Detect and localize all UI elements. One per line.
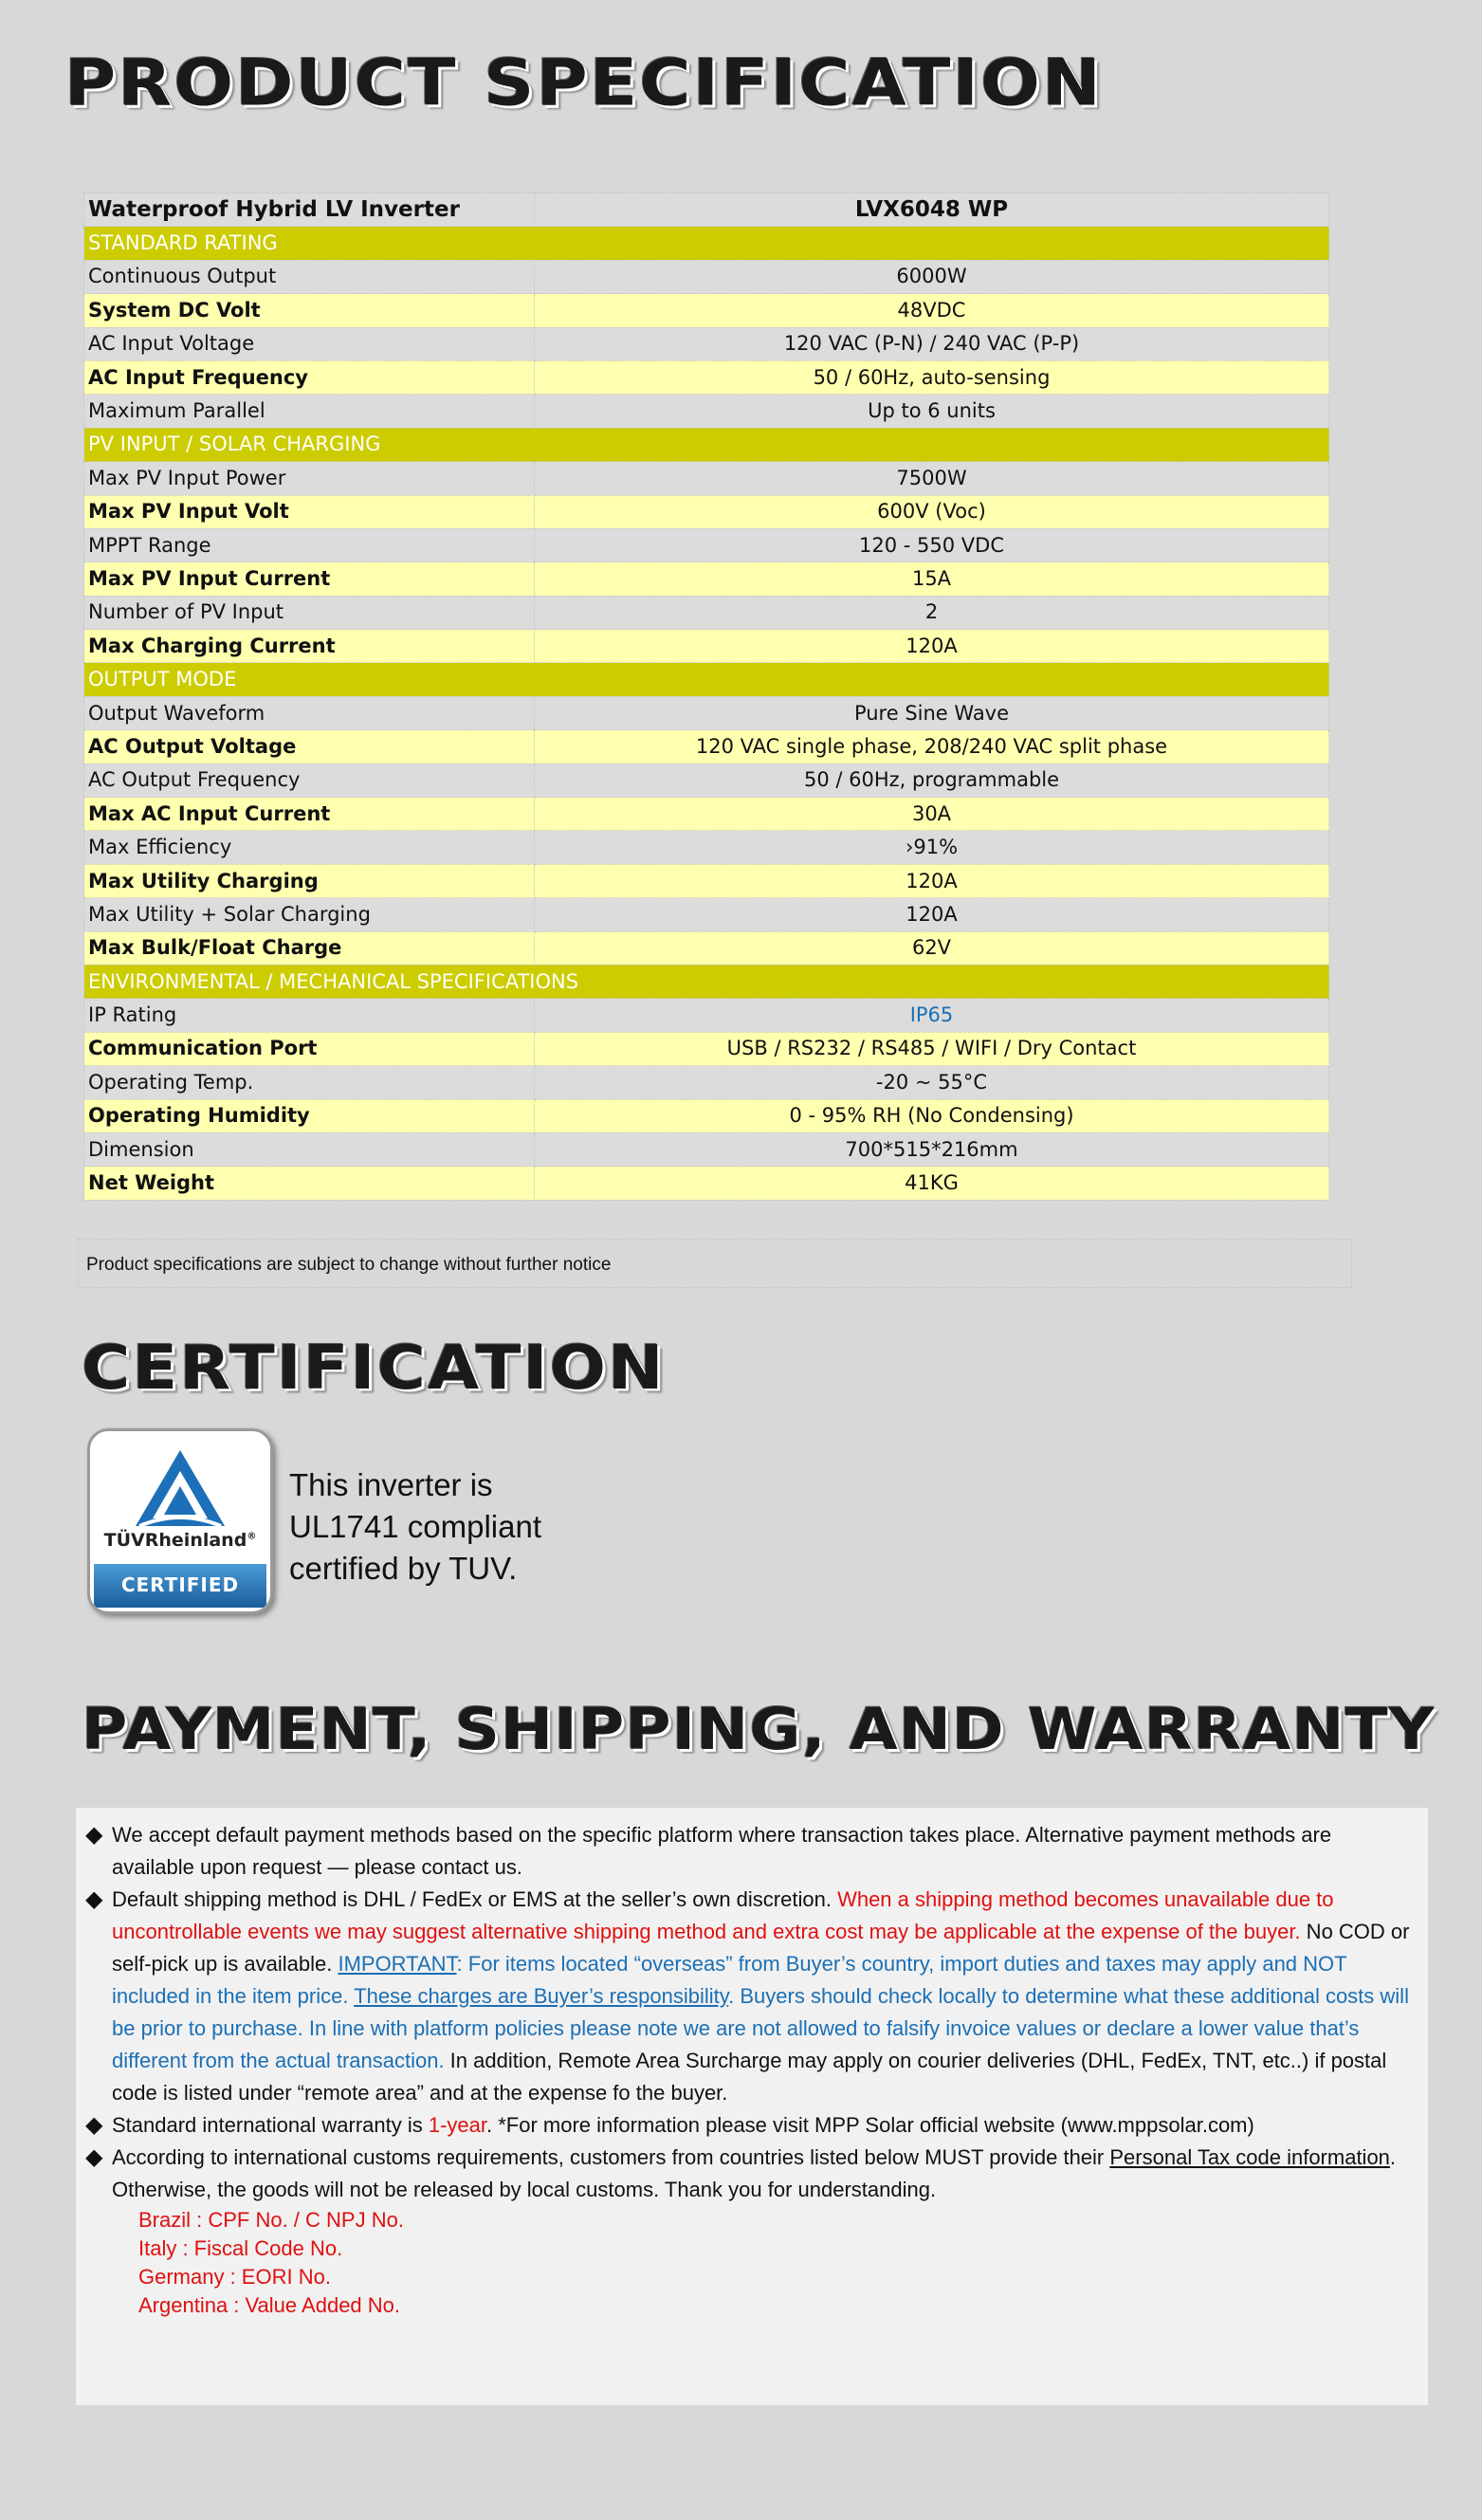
spec-value: 120A: [535, 630, 1329, 663]
section-title: STANDARD RATING: [84, 227, 1329, 260]
diamond-bullet-icon: ◆: [85, 2144, 103, 2170]
spec-table: [83, 193, 1329, 1201]
payment-methods-item: ◆ We accept default payment methods based on the specific platform where transaction takes place. Alternative payment methods are available upon request — please contact us.: [83, 1819, 1418, 1884]
spec-value: 120 VAC (P-N) / 240 VAC (P-P): [535, 327, 1329, 360]
spec-label: Max AC Input Current: [84, 798, 535, 831]
spec-label: AC Output Voltage: [84, 730, 535, 763]
spec-row: [84, 798, 1329, 831]
buyer-responsibility-text: These charges are Buyer’s responsibility: [354, 1984, 729, 2008]
spec-value: -20 ~ 55°C: [535, 1066, 1329, 1099]
spec-value: Pure Sine Wave: [535, 696, 1329, 729]
badge-certified-label: CERTIFIED: [120, 1573, 240, 1596]
shipping-method-item: ◆ Default shipping method is DHL / FedEx or EMS at the seller’s own discretion. When a shipping method becomes unavailable due to uncontrollable events we may suggest alternative shipping method and extra cost may be applicable at the expense of the buyer. No COD or self-pick up is available. IMPORTANT: For items located “overseas” from Buyer’s country, import duties and taxes may apply and NOT included in the item price. These charges are Buyer’s responsibility. Buyers should check locally to determine what these additional costs will be prior to purchase. In line with platform policies please note we are not allowed to falsify invoice values or declare a lower value that’s different from the actual transaction. In addition, Remote Area Surcharge may apply on courier deliveries (DHL, FedEx, TNT, etc..) if postal code is listed under “remote area” and at the expense fo the buyer.: [83, 1884, 1418, 2109]
diamond-bullet-icon: ◆: [85, 1822, 103, 1848]
spec-label: Max Bulk/Float Charge: [84, 931, 535, 965]
spec-label: MPPT Range: [84, 528, 535, 561]
spec-label: Dimension: [84, 1132, 535, 1166]
model-name: LVX6048 WP: [535, 193, 1329, 227]
spec-row: [84, 831, 1329, 864]
spec-label: Max PV Input Volt: [84, 495, 535, 528]
spec-row: [84, 294, 1329, 327]
spec-value: 600V (Voc): [535, 495, 1329, 528]
spec-row: [84, 999, 1329, 1032]
country-germany: Germany : EORI No.: [138, 2265, 331, 2289]
spec-value: 41KG: [535, 1167, 1329, 1200]
spec-label: AC Input Voltage: [84, 327, 535, 360]
cert-line-1: This inverter is: [289, 1467, 493, 1502]
spec-row: [84, 360, 1329, 394]
spec-row: [84, 327, 1329, 360]
spec-label: Continuous Output: [84, 260, 535, 293]
spec-section-header: [84, 663, 1329, 696]
payment-terms-box: [76, 1808, 1428, 2405]
spec-value: ›91%: [535, 831, 1329, 864]
payment-shipping-warranty-heading: PAYMENT, SHIPPING, AND WARRANTY: [82, 1696, 1436, 1763]
spec-row: [84, 1099, 1329, 1132]
certification-text: [289, 1464, 541, 1590]
spec-row: [84, 864, 1329, 897]
personal-tax-code-text: Personal Tax code information: [1109, 2145, 1390, 2169]
spec-label: Net Weight: [84, 1167, 535, 1200]
spec-value: 120A: [535, 864, 1329, 897]
badge-registered-mark: ®: [247, 1531, 257, 1542]
spec-row: [84, 395, 1329, 428]
spec-label: Operating Temp.: [84, 1066, 535, 1099]
spec-label: Max Utility Charging: [84, 864, 535, 897]
spec-label: AC Output Frequency: [84, 763, 535, 797]
cert-line-2: UL1741 compliant: [289, 1509, 541, 1544]
spec-value: 30A: [535, 798, 1329, 831]
spec-value: 50 / 60Hz, programmable: [535, 763, 1329, 797]
spec-value: 48VDC: [535, 294, 1329, 327]
spec-value: 7500W: [535, 462, 1329, 495]
spec-value: 6000W: [535, 260, 1329, 293]
spec-row: [84, 898, 1329, 931]
spec-row: [84, 1132, 1329, 1166]
spec-row: [84, 596, 1329, 629]
spec-row: [84, 495, 1329, 528]
spec-header-row: [84, 193, 1329, 227]
product-specification-heading: PRODUCT SPECIFICATION: [64, 46, 1103, 121]
spec-label: Number of PV Input: [84, 596, 535, 629]
cert-line-3: certified by TUV.: [289, 1551, 518, 1586]
country-tax-list: [83, 2206, 1418, 2320]
spec-value: 2: [535, 596, 1329, 629]
spec-label: Output Waveform: [84, 696, 535, 729]
customs-item: ◆ According to international customs requirements, customers from countries listed below MUST provide their Personal Tax code information. Otherwise, the goods will not be released by local customs. Thank you for understanding.: [83, 2142, 1418, 2206]
spec-value: 120A: [535, 898, 1329, 931]
section-title: PV INPUT / SOLAR CHARGING: [84, 428, 1329, 461]
spec-row: [84, 1066, 1329, 1099]
spec-section-header: [84, 428, 1329, 461]
spec-row: [84, 931, 1329, 965]
diamond-bullet-icon: ◆: [85, 2112, 103, 2138]
certification-heading: CERTIFICATION: [82, 1332, 666, 1404]
spec-value: 50 / 60Hz, auto-sensing: [535, 360, 1329, 394]
warranty-item: ◆ Standard international warranty is 1-year. *For more information please visit MPP Solar official website (www.mppsolar.com): [83, 2109, 1418, 2142]
tuv-certified-badge: [87, 1428, 273, 1614]
spec-row: [84, 1167, 1329, 1200]
spec-label: Max PV Input Power: [84, 462, 535, 495]
spec-label: AC Input Frequency: [84, 360, 535, 394]
spec-value: 120 VAC single phase, 208/240 VAC split phase: [535, 730, 1329, 763]
spec-section-header: [84, 965, 1329, 998]
spec-row: [84, 1032, 1329, 1065]
spec-row: [84, 260, 1329, 293]
spec-label: IP Rating: [84, 999, 535, 1032]
country-brazil: Brazil : CPF No. / C NPJ No.: [138, 2208, 404, 2232]
badge-brand: TÜVRheinland: [103, 1530, 247, 1551]
spec-label: Operating Humidity: [84, 1099, 535, 1132]
diamond-bullet-icon: ◆: [85, 1886, 103, 1912]
spec-disclaimer: Product specifications are subject to change without further notice: [78, 1239, 1352, 1288]
spec-label: Max Utility + Solar Charging: [84, 898, 535, 931]
spec-label: System DC Volt: [84, 294, 535, 327]
spec-value: 0 - 95% RH (No Condensing): [535, 1099, 1329, 1132]
section-title: ENVIRONMENTAL / MECHANICAL SPECIFICATIONS: [84, 965, 1329, 998]
country-argentina: Argentina : Value Added No.: [138, 2293, 401, 2317]
spec-value: USB / RS232 / RS485 / WIFI / Dry Contact: [535, 1032, 1329, 1065]
spec-value: Up to 6 units: [535, 395, 1329, 428]
spec-row: [84, 562, 1329, 596]
important-label: IMPORTANT: [338, 1952, 457, 1976]
spec-value: 15A: [535, 562, 1329, 596]
spec-label: Max Efficiency: [84, 831, 535, 864]
spec-row: [84, 730, 1329, 763]
country-italy: Italy : Fiscal Code No.: [138, 2236, 343, 2260]
spec-label: Max PV Input Current: [84, 562, 535, 596]
spec-value: 62V: [535, 931, 1329, 965]
spec-row: [84, 763, 1329, 797]
spec-value: IP65: [535, 999, 1329, 1032]
section-title: OUTPUT MODE: [84, 663, 1329, 696]
warranty-period: 1-year: [428, 2113, 487, 2137]
spec-value: 700*515*216mm: [535, 1132, 1329, 1166]
product-name: Waterproof Hybrid LV Inverter: [84, 193, 535, 227]
spec-row: [84, 528, 1329, 561]
spec-label: Communication Port: [84, 1032, 535, 1065]
shipping-warning-text: When a shipping method becomes unavailable due to uncontrollable events we may suggest alternative shipping method and extra cost may be applicable at the expense of the buyer.: [112, 1887, 1334, 1943]
spec-label: Maximum Parallel: [84, 395, 535, 428]
spec-row: [84, 630, 1329, 663]
spec-row: [84, 696, 1329, 729]
spec-section-header: [84, 227, 1329, 260]
spec-row: [84, 462, 1329, 495]
spec-label: Max Charging Current: [84, 630, 535, 663]
spec-value: 120 - 550 VDC: [535, 528, 1329, 561]
